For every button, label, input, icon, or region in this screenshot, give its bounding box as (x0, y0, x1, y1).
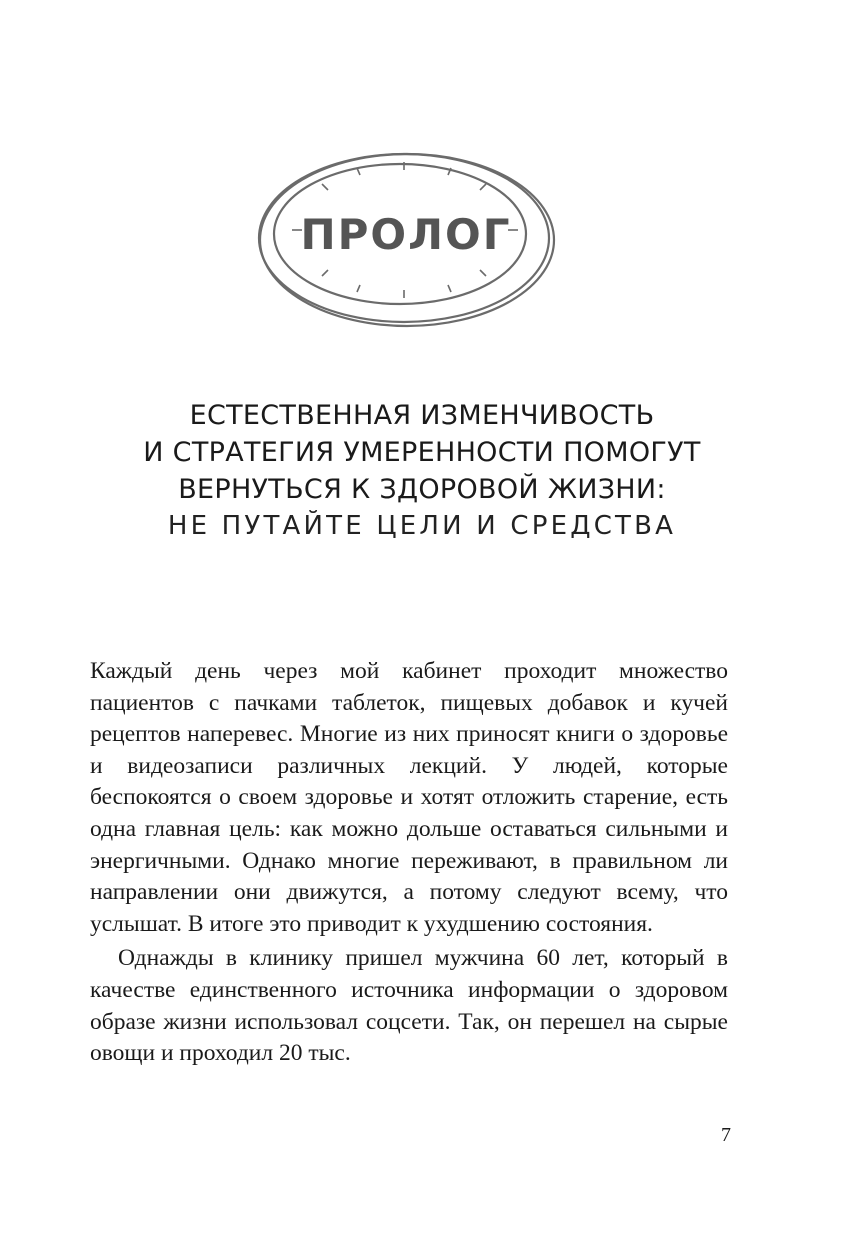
paragraph: Однажды в клинику пришел мужчина 60 лет, который в качестве единственного источника информации о здоровом образе жизни использовал соцсети. Так, он перешел на сырые овощи и проходил 20 тыс. (90, 945, 728, 1067)
heading-line: ЕСТЕСТВЕННАЯ ИЗМЕНЧИВОСТЬ (189, 400, 655, 431)
paragraph: Каждый день через мой кабинет проходит множество пациентов с пачками таблеток, пищевых добавок и кучей рецептов наперевес. Многие из них приносят книги о здоровье и видеозаписи различных лекций. У людей, которые беспокоятся о своем здоровье и хотят отложить старение, есть одна главная цель: как можно дольше оставаться сильными и энергичными. Однако многие переживают, в правильном ли направлении они движутся, а потому следуют всему, что услышат. В итоге это приводит к ухудшению состояния. (90, 658, 728, 937)
heading-line: И СТРАТЕГИЯ УМЕРЕННОСТИ ПОМОГУТ (143, 437, 701, 468)
chapter-heading (0, 397, 844, 545)
chapter-label: ПРОЛОГ (300, 210, 512, 259)
heading-line: ВЕРНУТЬСЯ К ЗДОРОВОЙ ЖИЗНИ: (178, 474, 666, 505)
page-number: 7 (721, 1124, 731, 1146)
body-text (90, 656, 728, 1070)
chapter-badge (250, 148, 562, 334)
heading-subtitle: НЕ ПУТАЙТЕ ЦЕЛИ И СРЕДСТВА (167, 511, 677, 541)
